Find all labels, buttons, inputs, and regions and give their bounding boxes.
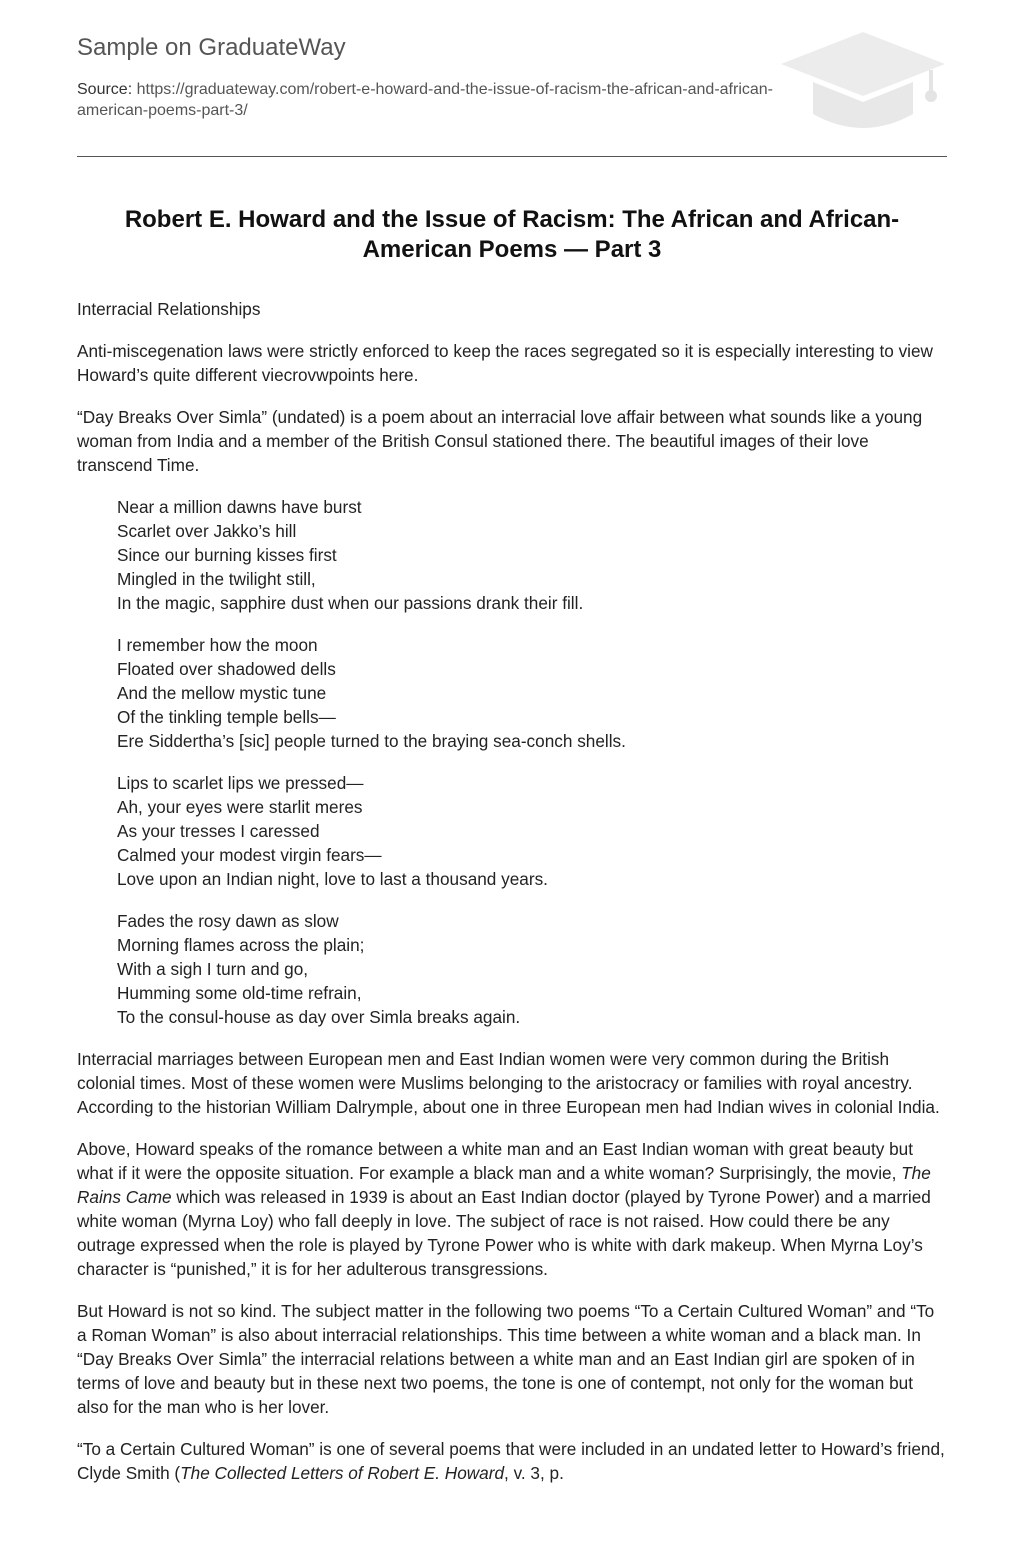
article-title: Robert E. Howard and the Issue of Racism: The African and African-American Poems — Part 3: [124, 206, 900, 263]
poem-line: Lips to scarlet lips we pressed—: [117, 773, 364, 793]
poem-line: Morning flames across the plain;: [117, 935, 365, 955]
poem-line: And the mellow mystic tune: [117, 683, 327, 703]
book-title: The Collected Letters of Robert E. Howard: [180, 1463, 505, 1483]
section-heading: Interracial Relationships: [77, 299, 261, 319]
poem-line: Fades the rosy dawn as slow: [117, 911, 339, 931]
poem-line: Scarlet over Jakko’s hill: [117, 521, 297, 541]
poem-line: I remember how the moon: [117, 635, 318, 655]
poem-stanza-3: [117, 771, 947, 891]
film-title: The Rains Came: [77, 1163, 931, 1207]
paragraph-4: [77, 1137, 947, 1281]
poem-line: In the magic, sapphire dust when our passions drank their fill.: [117, 593, 584, 613]
page: [77, 0, 947, 1503]
poem-line: Humming some old-time refrain,: [117, 983, 362, 1003]
poem-line: Ere Siddertha’s [sic] people turned to the braying sea-conch shells.: [117, 731, 626, 751]
paragraph-2: “Day Breaks Over Simla” (undated) is a poem about an interracial love affair between what sounds like a young woman from India and a member of the British Consul stationed there. The beautiful images of their love transcend Time.: [77, 407, 923, 475]
poem-line: To the consul-house as day over Simla breaks again.: [117, 1007, 521, 1027]
poem-line: Mingled in the twilight still,: [117, 569, 316, 589]
paragraph-3: Interracial marriages between European men and East Indian women were very common during the British colonial times. Most of these women were Muslims belonging to the aristocracy or families with royal ancestry. According to the historian William Dalrymple, about one in three European men had Indian wives in colonial India.: [77, 1049, 940, 1117]
poem-line: As your tresses I caressed: [117, 821, 320, 841]
poem-line: Floated over shadowed dells: [117, 659, 336, 679]
paragraph-4-text: Above, Howard speaks of the romance between a white man and an East Indian woman with great beauty but what if it were the opposite situation. For example a black man and a white woman? Surprisingly, the movie,: [77, 1139, 914, 1183]
paragraph-1: Anti-miscegenation laws were strictly enforced to keep the races segregated so it is especially interesting to view Howard’s quite different viecrovwpoints here.: [77, 341, 933, 385]
page-header: [77, 0, 947, 157]
poem-stanza-2: [117, 633, 947, 753]
source-link[interactable]: https://graduateway.com/robert-e-howard-and-the-issue-of-racism-the-african-and-african-american-poems-part-3/: [77, 81, 773, 119]
poem-line: Ah, your eyes were starlit meres: [117, 797, 363, 817]
poem-stanza-4: [117, 909, 947, 1029]
paragraph-6-text: “To a Certain Cultured Woman” is one of several poems that were included in an undated letter to Howard’s friend, Clyde Smith (: [77, 1439, 945, 1483]
site-title: Sample on GraduateWay: [77, 34, 346, 61]
article-body: [77, 297, 947, 1485]
paragraph-6: [77, 1437, 947, 1485]
poem-line: Love upon an Indian night, love to last a thousand years.: [117, 869, 548, 889]
poem-line: Of the tinkling temple bells—: [117, 707, 336, 727]
paragraph-4-text-cont: which was released in 1939 is about an East Indian doctor (played by Tyrone Power) and a married white woman (Myrna Loy) who fall deeply in love. The subject of race is not raised. How could there be any outrage expressed when the role is played by Tyrone Power who is white with dark makeup. When Myrna Loy’s character is “punished,” it is for her adulterous transgressions.: [77, 1187, 931, 1279]
poem-stanza-1: [117, 495, 947, 615]
paragraph-6-text-cont: , v. 3, p.: [504, 1463, 564, 1483]
poem-line: Calmed your modest virgin fears—: [117, 845, 382, 865]
poem-line: Since our burning kisses first: [117, 545, 337, 565]
source-line: [77, 79, 777, 121]
poem-line: Near a million dawns have burst: [117, 497, 362, 517]
poem-line: With a sigh I turn and go,: [117, 959, 309, 979]
graduation-cap-icon: [779, 30, 947, 134]
paragraph-5: But Howard is not so kind. The subject matter in the following two poems “To a Certain Cultured Woman” and “To a Roman Woman” is also about interracial relationships. This time between a white woman and a black man. In “Day Breaks Over Simla” the interracial relations between a white man and an East Indian girl are spoken of in terms of love and beauty but in these next two poems, the tone is one of contempt, not only for the woman but also for the man who is her lover.: [77, 1301, 935, 1417]
source-label: Source:: [77, 81, 137, 98]
